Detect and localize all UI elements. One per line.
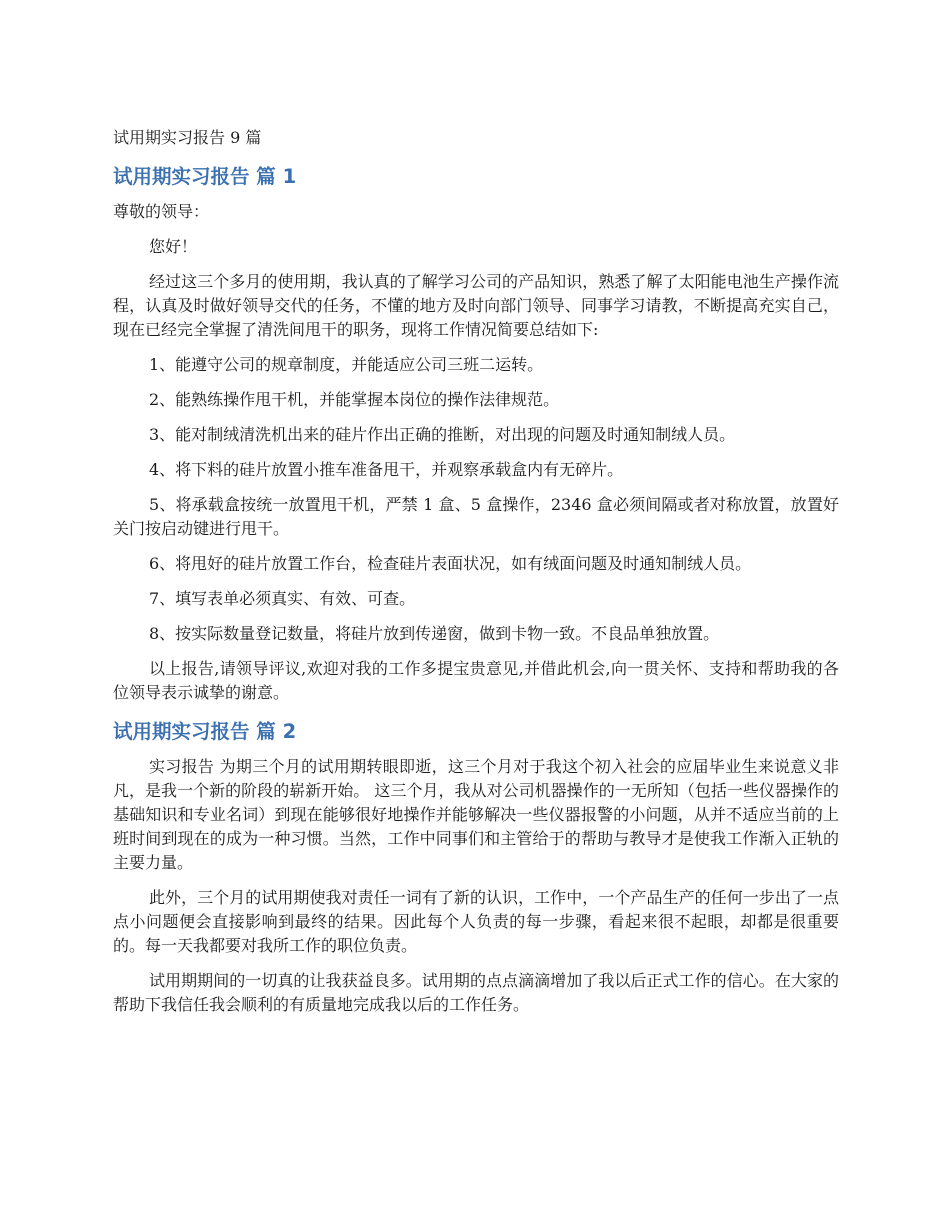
paragraph: 此外，三个月的试用期使我对责任一词有了新的认识，工作中，一个产品生产的任何一步出了一点点小问题便会直接影响到最终的结果。因此每个人负责的每一步骤，看起来很不起眼，却都是很重要的。每一天我都要对我所工作的职位负责。 <box>113 888 839 955</box>
paragraph: 尊敬的领导： <box>113 202 210 221</box>
paragraph: 8、按实际数量登记数量，将硅片放到传递窗，做到卡物一致。不良品单独放置。 <box>149 624 720 643</box>
paragraph: 2、能熟练操作甩干机，并能掌握本岗位的操作法律规范。 <box>149 390 560 409</box>
paragraph: 7、填写表单必须真实、有效、可查。 <box>149 589 416 608</box>
paragraph: 6、将甩好的硅片放置工作台，检查硅片表面状况，如有绒面问题及时通知制绒人员。 <box>149 554 752 573</box>
paragraph: 试用期期间的一切真的让我获益良多。试用期的点点滴滴增加了我以后正式工作的信心。在大家的帮助下我信任我会顺利的有质量地完成我以后的工作任务。 <box>113 971 839 1014</box>
paragraph: 5、将承载盒按统一放置甩干机，严禁 1 盒、5 盒操作，2346 盒必须间隔或者对称放置，放置好关门按启动键进行甩干。 <box>113 495 839 538</box>
paragraph: 以上报告,请领导评议,欢迎对我的工作多提宝贵意见,并借此机会,向一贯关怀、支持和帮助我的各位领导表示诚挚的谢意。 <box>113 659 839 702</box>
paragraph: 经过这三个多月的使用期，我认真的了解学习公司的产品知识，熟悉了解了太阳能电池生产操作流程，认真及时做好领导交代的任务，不懂的地方及时向部门领导、同事学习请教，不断提高充实自己，现在已经完全掌握了清洗间甩干的职务，现将工作情况简要总结如下: <box>113 272 839 339</box>
document-page <box>113 126 839 1031</box>
paragraph: 4、将下料的硅片放置小推车准备甩干，并观察承载盒内有无碎片。 <box>149 460 624 479</box>
section-body <box>113 200 839 705</box>
paragraph: 您好！ <box>149 237 198 256</box>
paragraph: 1、能遵守公司的规章制度，并能适应公司三班二运转。 <box>149 355 544 374</box>
section-1 <box>113 164 839 705</box>
section-heading: 试用期实习报告 篇 1 <box>113 165 297 188</box>
document-title: 试用期实习报告 9 篇 <box>113 128 262 147</box>
paragraph: 3、能对制绒清洗机出来的硅片作出正确的推断，对出现的问题及时通知制绒人员。 <box>149 425 736 444</box>
section-body <box>113 755 839 1017</box>
section-heading: 试用期实习报告 篇 2 <box>113 720 297 743</box>
section-2 <box>113 719 839 1017</box>
paragraph: 实习报告 为期三个月的试用期转眼即逝，这三个月对于我这个初入社会的应届毕业生来说意义非凡，是我一个新的阶段的崭新开始。 这三个月，我从对公司机器操作的一无所知（包括一些仪器操作的基础知识和专业名词）到现在能够很好地操作并能够解决一些仪器报警的小问题，从并不适应当前的上班时间到现在的成为一种习惯。当然，工作中同事们和主管给于的帮助与教导才是使我工作渐入正轨的主要力量。 <box>113 757 839 872</box>
